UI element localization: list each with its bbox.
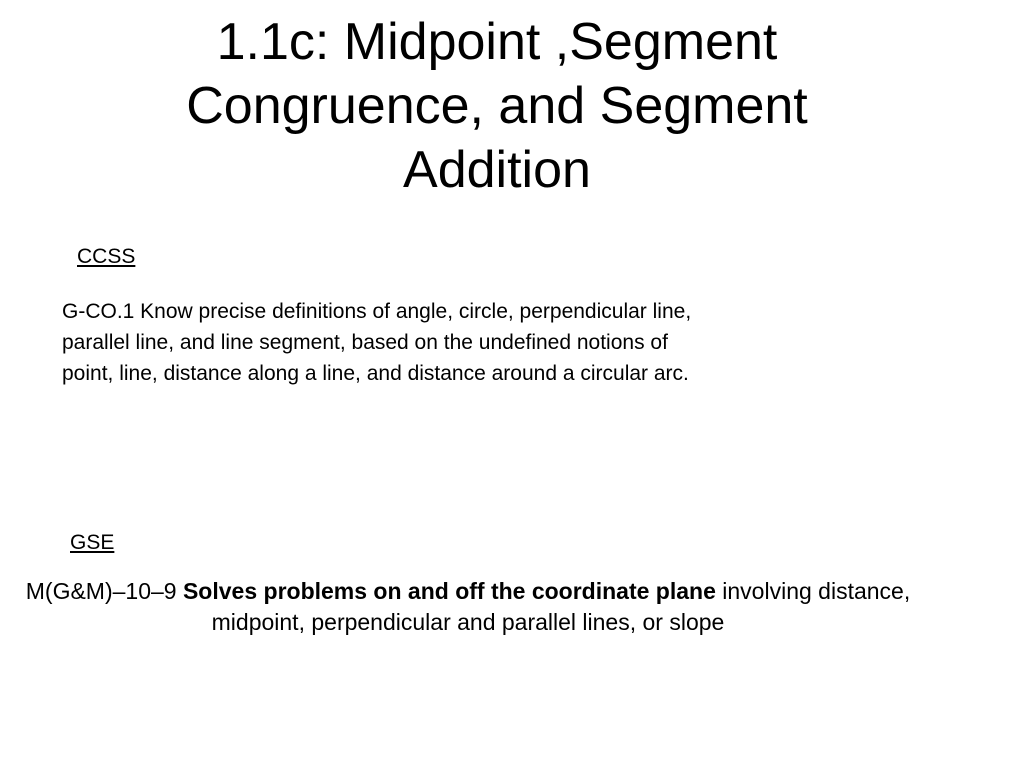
gse-standard-bold-text: Solves problems on and off the coordinate plane (182, 578, 716, 604)
gse-standard-code: M(G&M)–10–9 (25, 578, 177, 604)
ccss-heading: CCSS (77, 245, 136, 268)
gse-standard-text (20, 576, 916, 638)
gse-heading: GSE (70, 531, 115, 554)
slide-title: 1.1c: Midpoint ,Segment Congruence, and Segment Addition (186, 13, 808, 199)
gse-standard-description: involving distance, midpoint, perpendicular and parallel lines, or slope (211, 578, 911, 635)
ccss-standard-text: G-CO.1 Know precise definitions of angle, circle, perpendicular line, parallel line, and line segment, based on the undefined notions of point, line, distance along a line, and distance around a circular arc. (62, 300, 692, 385)
